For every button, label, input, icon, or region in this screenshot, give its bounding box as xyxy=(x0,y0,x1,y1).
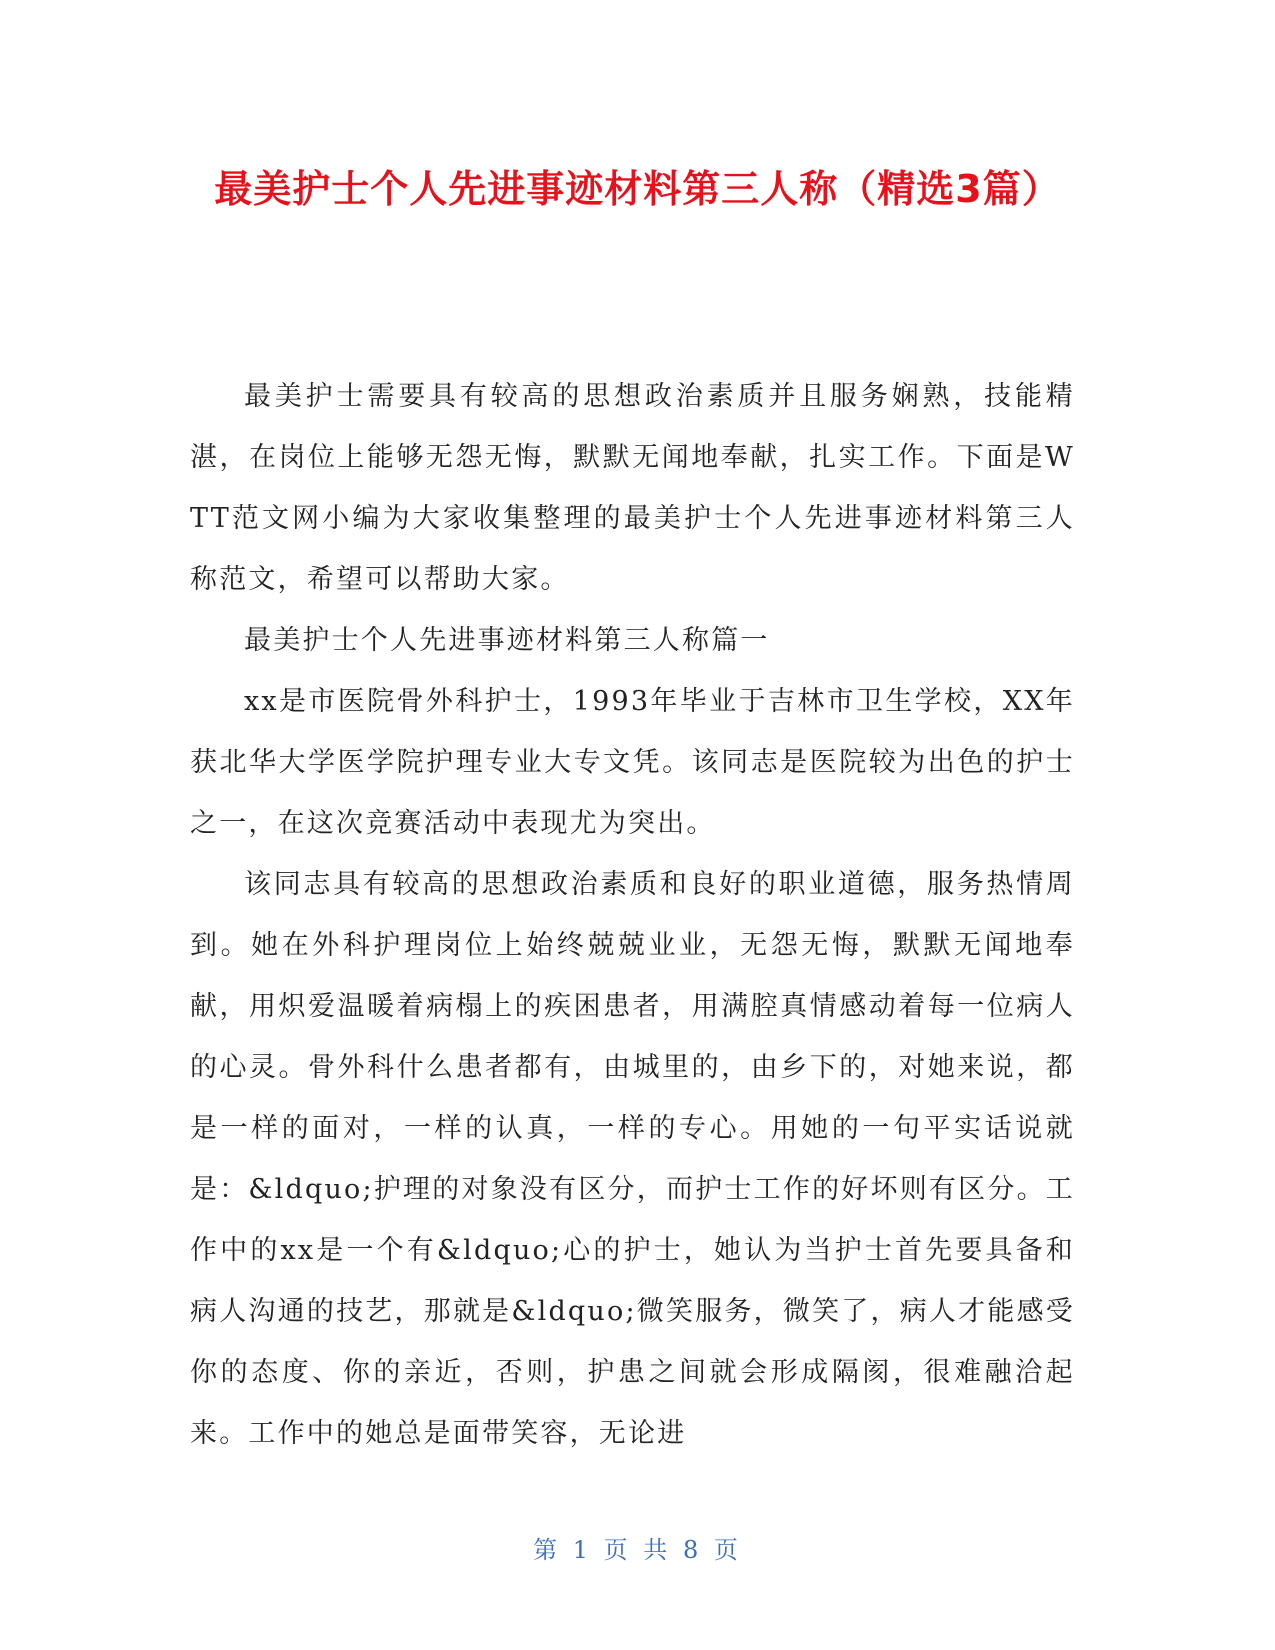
body-paragraph: 该同志具有较高的思想政治素质和良好的职业道德，服务热情周到。她在外科护理岗位上始终兢兢业业，无怨无悔，默默无闻地奉献，用炽爱温暖着病榻上的疾困患者，用满腔真情感动着每一位病人的心灵。骨外科什么患者都有，由城里的，由乡下的，对她来说，都是一样的面对，一样的认真，一样的专心。用她的一句平实话说就是：&ldquo;护理的对象没有区分，而护士工作的好坏则有区分。工作中的xx是一个有&ldquo;心的护士，她认为当护士首先要具备和病人沟通的技艺，那就是&ldquo;微笑服务，微笑了，病人才能感受你的态度、你的亲近，否则，护患之间就会形成隔阂，很难融洽起来。工作中的她总是面带笑容，无论进 xyxy=(190,869,1075,1449)
document-title: 最美护士个人先进事迹材料第三人称（精选3篇） xyxy=(214,167,1061,211)
page-footer xyxy=(0,1530,1275,1565)
section-heading: 最美护士个人先进事迹材料第三人称篇一 xyxy=(244,625,770,656)
document-body xyxy=(190,366,1075,1464)
body-paragraph: xx是市医院骨外科护士，1993年毕业于吉林市卫生学校，XX年获北华大学医学院护理专业大专文凭。该同志是医院较为出色的护士之一，在这次竞赛活动中表现尤为突出。 xyxy=(190,686,1075,839)
intro-paragraph: 最美护士需要具有较高的思想政治素质并且服务娴熟，技能精湛，在岗位上能够无怨无悔，默默无闻地奉献，扎实工作。下面是WTT范文网小编为大家收集整理的最美护士个人先进事迹材料第三人称范文，希望可以帮助大家。 xyxy=(190,381,1075,595)
page-number: 第 1 页 共 8 页 xyxy=(533,1536,742,1564)
